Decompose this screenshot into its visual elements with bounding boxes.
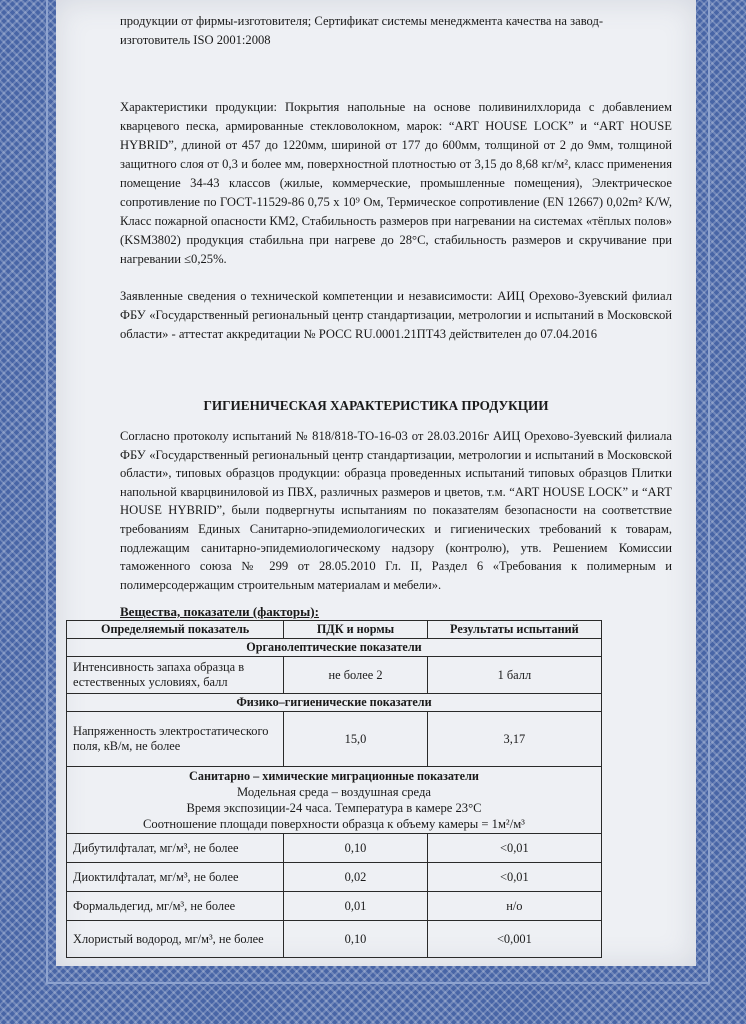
section-physical: Физико–гигиенические показатели: [67, 694, 602, 712]
cell-indicator: Напряженность электростатического поля, кВ/м, не более: [67, 712, 284, 767]
cell-result: 1 балл: [427, 657, 601, 694]
cell-result: <0,01: [427, 863, 601, 892]
hygiene-table: [66, 620, 602, 958]
section-migration: [67, 767, 602, 834]
table-row: [67, 657, 602, 694]
cell-result: н/о: [427, 892, 601, 921]
cell-result: 3,17: [427, 712, 601, 767]
cell-result: <0,001: [427, 921, 601, 958]
cell-indicator: Формальдегид, мг/м³, не более: [67, 892, 284, 921]
migration-title: Санитарно – химические миграционные показатели: [189, 769, 479, 783]
cell-indicator: Дибутилфталат, мг/м³, не более: [67, 834, 284, 863]
migration-note-medium: Модельная среда – воздушная среда: [237, 785, 431, 799]
cell-result: <0,01: [427, 834, 601, 863]
table-header-row: [67, 621, 602, 639]
table-row: [67, 892, 602, 921]
competence-paragraph: Заявленные сведения о технической компетенции и независимости: АИЦ Орехово-Зуевский филиал ФБУ «Государственный региональный центр стандартизации, метрологии и испытаний в Московской области» - аттестат аккредитации № РОСС RU.0001.21ПТ43 действителен до 07.04.2016: [120, 289, 672, 341]
table-row: [67, 863, 602, 892]
cell-norm: 0,02: [284, 863, 427, 892]
document-page: [56, 0, 696, 966]
table-row: [67, 712, 602, 767]
cell-indicator: Диоктилфталат, мг/м³, не более: [67, 863, 284, 892]
migration-note-ratio: Соотношение площади поверхности образца к объему камеры = 1м²/м³: [143, 817, 525, 831]
migration-note-time: Время экспозиции-24 часа. Температура в камере 23°С: [186, 801, 482, 815]
cell-norm: не более 2: [284, 657, 427, 694]
cell-indicator: Интенсивность запаха образца в естественных условиях, балл: [67, 657, 284, 694]
top-line-1: продукции от фирмы-изготовителя; Сертификат системы менеджмента качества на завод-: [120, 14, 604, 28]
cell-norm: 0,10: [284, 834, 427, 863]
header-indicator: Определяемый показатель: [67, 621, 284, 639]
cell-norm: 0,01: [284, 892, 427, 921]
header-results: Результаты испытаний: [427, 621, 601, 639]
substances-label: Вещества, показатели (факторы):: [120, 604, 319, 619]
cell-norm: 0,10: [284, 921, 427, 958]
hygiene-heading: ГИГИЕНИЧЕСКАЯ ХАРАКТЕРИСТИКА ПРОДУКЦИИ: [203, 398, 549, 413]
header-norms: ПДК и нормы: [284, 621, 427, 639]
table-row: [67, 834, 602, 863]
characteristics-paragraph: Характеристики продукции: Покрытия напольные на основе поливинилхлорида с добавлением кварцевого песка, армированные стекловолокном, марок: “ART HOUSE LOCK” и “ART HOUSE HYBRID”, длиной от 457 до 1220мм, шириной от 177 до 600мм, толщиной от 2 до 9мм, толщиной защитного слоя от 0,3 и более мм, поверхностной плотностью от 3,15 до 8,68 кг/м², класс применения помещение 34-43 классов (жилые, коммерческие, промышленные помещения), Электрическое сопротивление по ГОСТ-11529-86 0,75 х 10⁹ Ом, Термическое сопротивление (EN 12667) 0,02m² K/W, Класс пожарной опасности КМ2, Стабильность размеров при нагревании на системах «тёплых полов» (KSM3802) продукция стабильна при нагреве до 28°С, стабильность размеров и скручивание при нагревании ≤0,25%.: [120, 100, 672, 266]
cell-norm: 15,0: [284, 712, 427, 767]
section-organoleptic: Органолептические показатели: [67, 639, 602, 657]
protocol-paragraph: Согласно протоколу испытаний № 818/818-ТО-16-03 от 28.03.2016г АИЦ Орехово-Зуевский филиала ФБУ «Государственный региональный центр стандартизации, метрологии и испытаний в Московской области», типовых образцов продукции: образца проведенных испытаний типовых образцов Плитки напольной кварцвиниловой из ПВХ, различных размеров и цветов, т.м. “ART HOUSE LOCK” и “ART HOUSE HYBRID”, были подвергнуты испытаниям по показателям безопасности на соответствие требованиям Единых Санитарно-эпидемиологических и гигиенических требований к товарам, подлежащим санитарно-эпидемиологическому надзору (контролю), утв. Решением Комиссии таможенного союза № 299 от 28.05.2010 Гл. II, Раздел 6 «Требования к полимерным и полимерсодержащим строительным материалам и мебели».: [120, 429, 672, 592]
cell-indicator: Хлористый водород, мг/м³, не более: [67, 921, 284, 958]
top-line-2: изготовитель ISO 2001:2008: [120, 33, 271, 47]
table-row: [67, 921, 602, 958]
